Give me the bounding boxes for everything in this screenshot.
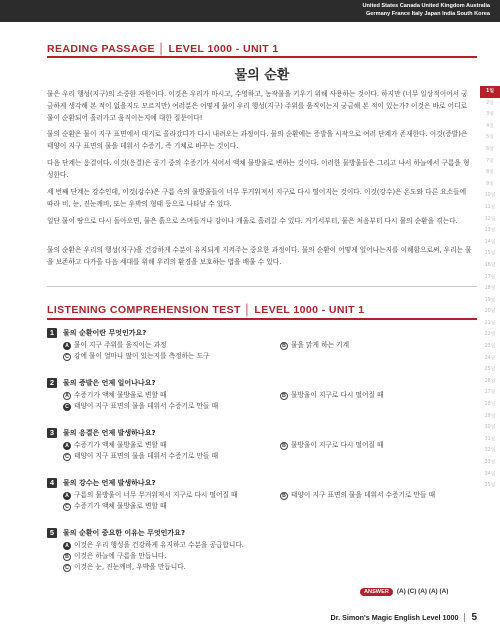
country-list (362, 3, 490, 18)
page-number: 5 (471, 612, 477, 623)
passage-paragraph-3: 다음 단계는 응결이다. 이것(응결)은 공기 중의 수증기가 식어서 액체 물방울로 변하는 것이다. 이러한 물방울들은 그리고 나서 하늘에서 구름을 형성한다. (47, 159, 470, 179)
sidebar-day-tab[interactable]: 30일 (484, 425, 496, 431)
option-c-badge: C (63, 564, 71, 572)
sidebar-day-tab[interactable]: 27일 (484, 390, 496, 396)
sidebar-day-tab[interactable]: 7일 (486, 158, 494, 164)
option-c-badge: C (63, 353, 71, 361)
passage-paragraph-6: 물의 순환은 우리의 행성(지구)을 건강하게 수분이 유지되게 지켜주는 중요한 과정이다. 물의 순환이 어떻게 일어나는지를 이해함으로써, 우리는 물을 보존하고 다가올 다음 세대를 위해 우리의 환경을 보호하는 법을 배울 수 있다. (47, 246, 472, 266)
option-a-text: 구름의 물방울이 너무 무거워져서 지구로 다시 떨어질 때 (74, 491, 238, 499)
option-a-text: 수증기가 액체 물방울로 변할 때 (74, 441, 167, 449)
passage-paragraph-2: 물의 순환은 물이 지구 표면에서 대기로 올라갔다가 다시 내려오는 과정이다. 물의 순환에는 증발을 시작으로 여러 단계가 존재한다. 이것(증발)은 태양이 지구 표면의 물을 데워서 수증기, 즉 기체로 바꾸는 것이다. (47, 130, 468, 150)
page-footer (270, 607, 477, 626)
question-1-text: 물의 순환이란 무엇인가요? (63, 329, 147, 337)
country-list-line-1: United States Canada United Kingdom Australia (362, 3, 490, 9)
sidebar-day-tab[interactable]: 18일 (484, 286, 496, 292)
sidebar-day-tab[interactable]: 24일 (484, 355, 496, 361)
question-5-text: 물의 순환이 중요한 이유는 무엇인가요? (63, 529, 186, 537)
sidebar-day-tab[interactable]: 4일 (486, 123, 494, 129)
option-a-text: 이것은 우리 행성을 건강하게 유지하고 수분을 공급합니다. (74, 541, 244, 549)
sidebar-day-tab[interactable]: 15일 (484, 251, 496, 257)
option-c-badge: C (63, 503, 71, 511)
option-b-text: 물을 맑게 하는 기계 (291, 341, 350, 349)
book-title: Dr. Simon's Magic English Level 1000 (330, 613, 459, 622)
option-c-badge: C (63, 403, 71, 411)
answer-values: (A) (C) (A) (A) (A) (396, 588, 449, 595)
sidebar-day-tab[interactable]: 16일 (484, 262, 496, 268)
sidebar-day-tab[interactable]: 33일 (484, 460, 496, 465)
sidebar-day-tab[interactable]: 19일 (484, 297, 496, 303)
question-2-option-c[interactable] (63, 402, 218, 412)
question-5-option-a[interactable] (63, 541, 244, 551)
option-b-text: 태양이 지구 표면의 물을 데워서 수증기로 만들 때 (291, 491, 436, 499)
option-a-text: 수증기가 액체 물방울로 변할 때 (74, 391, 167, 399)
option-a-badge: A (63, 492, 71, 500)
day-index-sidebar (480, 86, 500, 492)
question-3-option-b[interactable] (280, 441, 383, 451)
option-b-text: 이것은 하늘에 구름을 만듭니다. (74, 552, 167, 560)
reading-passage-heading: READING PASSAGE │ LEVEL 1000 - UNIT 1 (47, 43, 279, 55)
question-5-option-c[interactable] (63, 563, 186, 573)
sidebar-day-tab[interactable]: 22일 (484, 332, 496, 338)
question-4-option-b[interactable] (280, 491, 435, 501)
country-list-line-2: Germany France Italy Japan India South Korea (365, 10, 490, 17)
question-1-number: 1 (47, 328, 57, 338)
listening-heading-rule (47, 318, 477, 320)
question-4-option-c[interactable] (63, 502, 166, 512)
sidebar-day-tab[interactable]: 9일 (486, 181, 494, 187)
footer-separator (464, 613, 465, 622)
sidebar-day-tab[interactable]: 25일 (484, 367, 496, 373)
sidebar-day-tab[interactable]: 14일 (484, 239, 496, 245)
sidebar-day-tab[interactable]: 20일 (484, 309, 496, 315)
option-b-badge: B (280, 342, 288, 350)
question-2-option-a[interactable] (63, 391, 166, 401)
listening-test-heading: LISTENING COMPREHENSION TEST │ LEVEL 1000 - UNIT 1 (47, 304, 365, 316)
option-b-badge: B (280, 492, 288, 500)
reading-heading-rule (47, 56, 477, 58)
question-2-number: 2 (47, 378, 57, 388)
question-3-option-c[interactable] (63, 452, 218, 462)
question-2-option-b[interactable] (280, 391, 383, 401)
option-b-badge: B (63, 553, 71, 561)
sidebar-day-tab[interactable]: 32일 (484, 448, 496, 454)
sidebar-day-tab[interactable]: 26일 (484, 378, 496, 384)
option-a-text: 물이 지구 주위를 움직이는 과정 (74, 341, 167, 349)
passage-paragraph-4: 세 번째 단계는 강수인데, 이것(강수)은 구름 속의 물방울들이 너무 무거워져서 지구로 다시 떨어지는 것이다. 이것(강수)은 온도와 다른 요소들에 따라 비, 눈, 진눈깨비, 또는 우박의 형태 등으로 나타날 수 있다. (47, 188, 467, 208)
sidebar-day-tab[interactable]: 11일 (484, 204, 496, 210)
question-1-option-a[interactable] (63, 341, 166, 351)
top-banner (0, 0, 500, 22)
option-c-badge: C (63, 453, 71, 461)
question-4-number: 4 (47, 478, 57, 488)
question-4-option-a[interactable] (63, 491, 237, 501)
question-4-text: 물의 강수는 언제 발생하나요? (63, 479, 156, 487)
sidebar-day-tab[interactable]: 12일 (484, 216, 496, 222)
answer-key (360, 581, 449, 595)
sidebar-day-tab[interactable]: 31일 (484, 436, 496, 442)
option-b-text: 물방울이 지구로 다시 떨어질 때 (291, 441, 384, 449)
sidebar-day-tab[interactable]: 10일 (484, 193, 496, 199)
sidebar-day-tab[interactable]: 2일 (486, 100, 494, 106)
passage-paragraph-5: 일단 물이 땅으로 다시 돌아오면, 물은 흙으로 스며들거나 강이나 개울로 흘러갈 수 있다. 거기서부터, 물은 처음부터 다시 물의 순환을 겪는다. (47, 217, 458, 225)
question-3-number: 3 (47, 428, 57, 438)
answer-label: ANSWER (360, 588, 393, 596)
option-a-badge: A (63, 392, 71, 400)
passage-paragraph-1: 물은 우리 행성(지구)의 소중한 자원이다. 이것은 우리가 마시고, 수영하고, 농작물을 키우기 위해 사용하는 것이다. 하지만 (너무 일상적이어서 궁금하게 생각해 본 적이 없을지도 모르지만) 여러분은 어떻게 물이 우리 행성(지구) 주위를 움직이는지 궁금해 본 적이 있는가? 이것은 바로 어디로 물이 순환되어 흘러가고 움직이는지에 대한 질문이다! (47, 90, 468, 122)
sidebar-day-tab[interactable]: 6일 (486, 146, 494, 152)
sidebar-day-tab[interactable]: 17일 (484, 274, 496, 280)
question-3-text: 물의 응결은 언제 발생하나요? (63, 429, 156, 437)
option-c-text: 태양이 지구 표면의 물을 데워서 수증기로 만들 때 (74, 402, 219, 410)
question-5-number: 5 (47, 528, 57, 538)
option-c-text: 강에 물이 얼마나 많이 있는지를 측정하는 도구 (74, 352, 210, 360)
sidebar-day-tab[interactable]: 13일 (484, 228, 496, 234)
option-c-text: 이것은 눈, 진눈깨비, 우박을 만듭니다. (74, 563, 186, 571)
option-b-text: 물방울이 지구로 다시 떨어질 때 (291, 391, 384, 399)
option-b-badge: B (280, 392, 288, 400)
option-a-badge: A (63, 342, 71, 350)
question-1-option-c[interactable] (63, 352, 210, 362)
section-divider (47, 286, 477, 287)
option-b-badge: B (280, 442, 288, 450)
question-5-option-b[interactable] (63, 552, 166, 562)
passage-title: 물의 순환 (234, 68, 290, 83)
sidebar-day-tab[interactable]: 5일 (486, 135, 494, 141)
sidebar-day-tab[interactable]: 8일 (486, 170, 494, 176)
sidebar-day-tab[interactable]: 28일 (484, 402, 496, 408)
question-3-option-a[interactable] (63, 441, 166, 451)
sidebar-day-tab[interactable]: 35일 (484, 483, 496, 489)
option-c-text: 수증기가 액체 물방울로 변할 때 (74, 502, 167, 510)
option-a-badge: A (63, 442, 71, 450)
sidebar-day-tab[interactable]: 21일 (484, 320, 496, 326)
sidebar-day-tab[interactable]: 29일 (484, 413, 496, 419)
option-c-text: 태양이 지구 표면의 물을 데워서 수증기로 만들 때 (74, 452, 219, 460)
question-2-text: 물의 증발은 언제 일어나나요? (63, 379, 156, 387)
sidebar-day-tab[interactable]: 3일 (486, 112, 494, 118)
question-1-option-b[interactable] (280, 341, 349, 351)
option-a-badge: A (63, 542, 71, 550)
sidebar-day-tab[interactable]: 1일 (480, 86, 500, 98)
sidebar-day-tab[interactable]: 23일 (484, 344, 496, 350)
sidebar-day-tab[interactable]: 34일 (484, 471, 496, 477)
